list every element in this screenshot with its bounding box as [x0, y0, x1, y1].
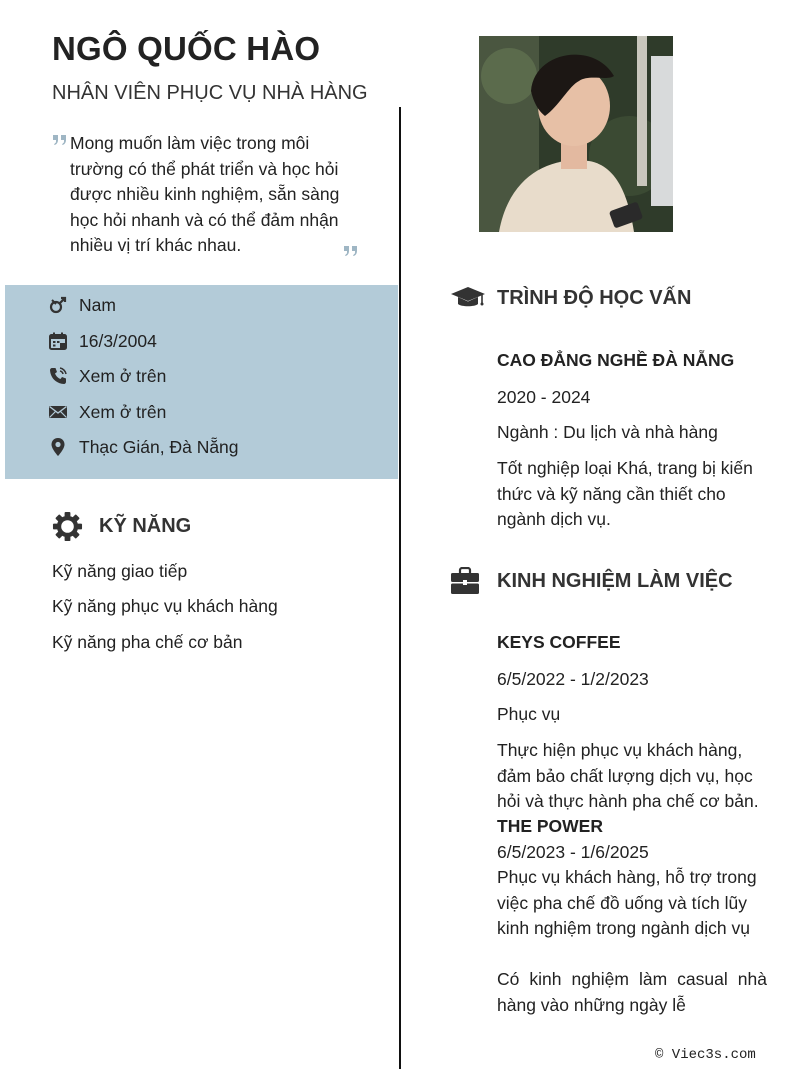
envelope-icon	[48, 402, 68, 422]
gender-value: Nam	[79, 294, 116, 315]
job-company: THE POWER	[497, 816, 603, 836]
info-address	[48, 436, 239, 458]
job-role: Phục vụ	[497, 704, 561, 724]
briefcase-icon	[450, 567, 480, 595]
column-divider	[399, 107, 401, 1069]
info-phone	[48, 365, 166, 387]
profile-photo	[479, 36, 673, 232]
map-pin-icon	[48, 437, 68, 457]
skill-item: Kỹ năng giao tiếp	[52, 561, 188, 581]
job-description: Phục vụ khách hàng, hỗ trợ trong việc pha chế đồ uống và tích lũy kinh nghiệm trong ngành dịch vụ	[497, 867, 757, 938]
education-heading	[450, 285, 691, 311]
birthday-value: 16/3/2004	[79, 330, 157, 351]
experience-note: Có kinh nghiệm làm casual nhà hàng vào những ngày lễ	[497, 969, 767, 1015]
education-period: 2020 - 2024	[497, 387, 591, 407]
email-value: Xem ở trên	[79, 401, 167, 422]
skills-title: KỸ NĂNG	[99, 515, 192, 537]
phone-value: Xem ở trên	[79, 365, 167, 386]
quote-icon	[343, 245, 359, 257]
job-period: 6/5/2022 - 1/2/2023	[497, 669, 649, 689]
career-objective: Mong muốn làm việc trong môi trường có thể phát triển và học hỏi được nhiều kinh nghiệm, sẵn sàng học hỏi nhanh và có thể đảm nhận nhiều vị trí khác nhau.	[70, 133, 340, 255]
job-title: NHÂN VIÊN PHỤC VỤ NHÀ HÀNG	[52, 82, 368, 104]
candidate-name: NGÔ QUỐC HÀO	[52, 30, 321, 67]
education-title: TRÌNH ĐỘ HỌC VẤN	[497, 286, 692, 309]
gear-icon	[52, 511, 83, 542]
experience-heading	[450, 567, 733, 595]
calendar-icon	[48, 331, 68, 351]
education-school: CAO ĐẲNG NGHỀ ĐÀ NẴNG	[497, 350, 735, 370]
skill-item: Kỹ năng pha chế cơ bản	[52, 632, 243, 652]
skills-heading	[52, 511, 191, 542]
education-major: Ngành : Du lịch và nhà hàng	[497, 422, 718, 442]
gender-icon	[48, 295, 68, 315]
footer-copyright: © Viec3s.com	[655, 1047, 756, 1063]
graduation-cap-icon	[450, 285, 486, 311]
experience-title: KINH NGHIỆM LÀM VIỆC	[497, 569, 733, 592]
education-description: Tốt nghiệp loại Khá, trang bị kiến thức và kỹ năng cần thiết cho ngành dịch vụ.	[497, 458, 753, 529]
skill-item: Kỹ năng phục vụ khách hàng	[52, 596, 278, 616]
job-company: KEYS COFFEE	[497, 632, 621, 652]
job-period: 6/5/2023 - 1/6/2025	[497, 842, 649, 862]
address-value: Thạc Gián, Đà Nẵng	[79, 436, 239, 457]
quote-icon	[52, 134, 68, 146]
phone-icon	[48, 366, 68, 386]
info-birthday	[48, 330, 157, 352]
info-email	[48, 401, 166, 423]
job-description: Thực hiện phục vụ khách hàng, đảm bảo chất lượng dịch vụ, học hỏi và thực hành pha chế cơ bản.	[497, 740, 759, 811]
info-gender	[48, 294, 116, 316]
